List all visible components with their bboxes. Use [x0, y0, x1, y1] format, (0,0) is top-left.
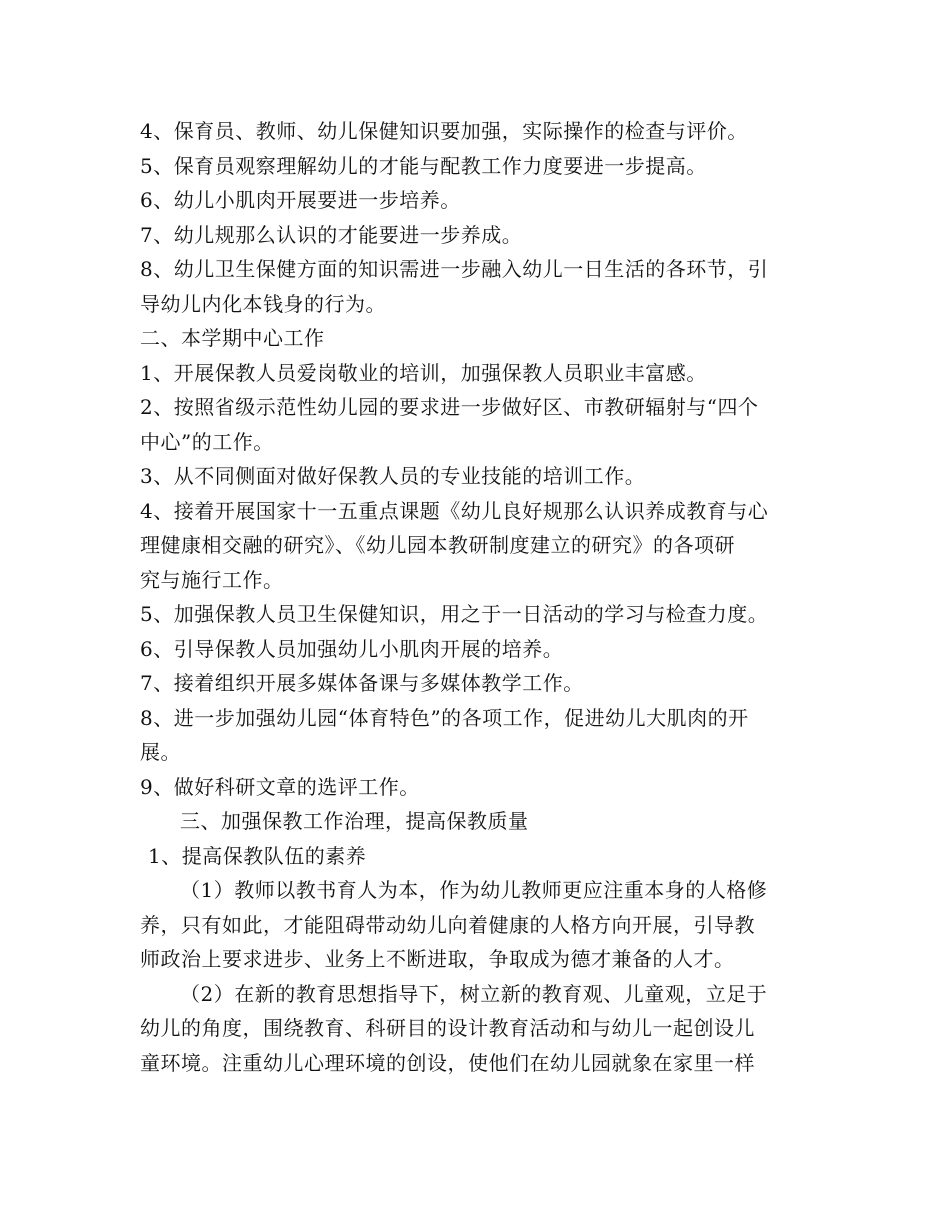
section-heading: 三、加强保教工作治理，提高保教质量 [180, 809, 529, 833]
text-line: 童环境。注重幼儿心理环境的创设，使他们在幼儿园就象在家里一样 [140, 1050, 755, 1075]
text-line: 6、幼儿小肌肉开展要进一步培养。 [140, 188, 461, 212]
section-heading: 二、本学期中心工作 [140, 326, 325, 350]
text-line: 1、开展保教人员爱岗敬业的培训，加强保教人员职业丰富感。 [140, 360, 707, 385]
text-line: 7、接着组织开展多媒体备课与多媒体教学工作。 [140, 671, 584, 695]
text-line: 2、按照省级示范性幼儿园的要求进一步做好区、市教研辐射与“四个 [140, 395, 759, 419]
text-line: 8、进一步加强幼儿园“体育特色”的各项工作，促进幼儿大肌肉的开 [140, 705, 749, 730]
text-line: （1）教师以教书育人为本，作为幼儿教师更应注重本身的人格修 [180, 878, 768, 902]
text-line: 5、保育员观察理解幼儿的才能与配教工作力度要进一步提高。 [140, 153, 707, 178]
text-line: 4、保育员、教师、幼儿保健知识要加强，实际操作的检查与评价。 [140, 119, 748, 143]
text-line: 展。 [140, 740, 181, 764]
text-line: 9、做好科研文章的选评工作。 [140, 774, 420, 799]
text-line: 8、幼儿卫生保健方面的知识需进一步融入幼儿一日生活的各环节，引 [140, 257, 769, 281]
text-line: 4、接着开展国家十一五重点课题《幼儿良好规那么认识养成教育与心 [140, 498, 769, 523]
text-line: 3、从不同侧面对做好保教人员的专业技能的培训工作。 [140, 464, 646, 488]
text-line: 中心”的工作。 [140, 429, 274, 454]
text-line: 5、加强保教人员卫生保健知识，用之于一日活动的学习与检查力度。 [140, 602, 769, 626]
text-line: 理健康相交融的研究》、《幼儿园本教研制度建立的研究》的各项研 [140, 533, 735, 557]
text-line: 究与施行工作。 [140, 567, 284, 592]
text-line: 养，只有如此，才能阻碍带动幼儿向着健康的人格方向开展，引导教 [140, 912, 755, 937]
text-line: 导幼儿内化本钱身的行为。 [140, 291, 386, 316]
text-line: 6、引导保教人员加强幼儿小肌肉开展的培养。 [140, 636, 564, 661]
text-line: 幼儿的角度，围绕教育、科研目的设计教育活动和与幼儿一起创设儿 [140, 1016, 755, 1040]
sub-heading: 1、提高保教队伍的素养 [148, 843, 367, 868]
text-line: 7、幼儿规那么认识的才能要进一步养成。 [140, 222, 523, 247]
text-line: （2）在新的教育思想指导下，树立新的教育观、儿童观，立足于 [180, 981, 768, 1006]
document-body [140, 114, 812, 1080]
text-line: 师政治上要求进步、业务上不断进取，争取成为德才兼备的人才。 [140, 947, 735, 971]
